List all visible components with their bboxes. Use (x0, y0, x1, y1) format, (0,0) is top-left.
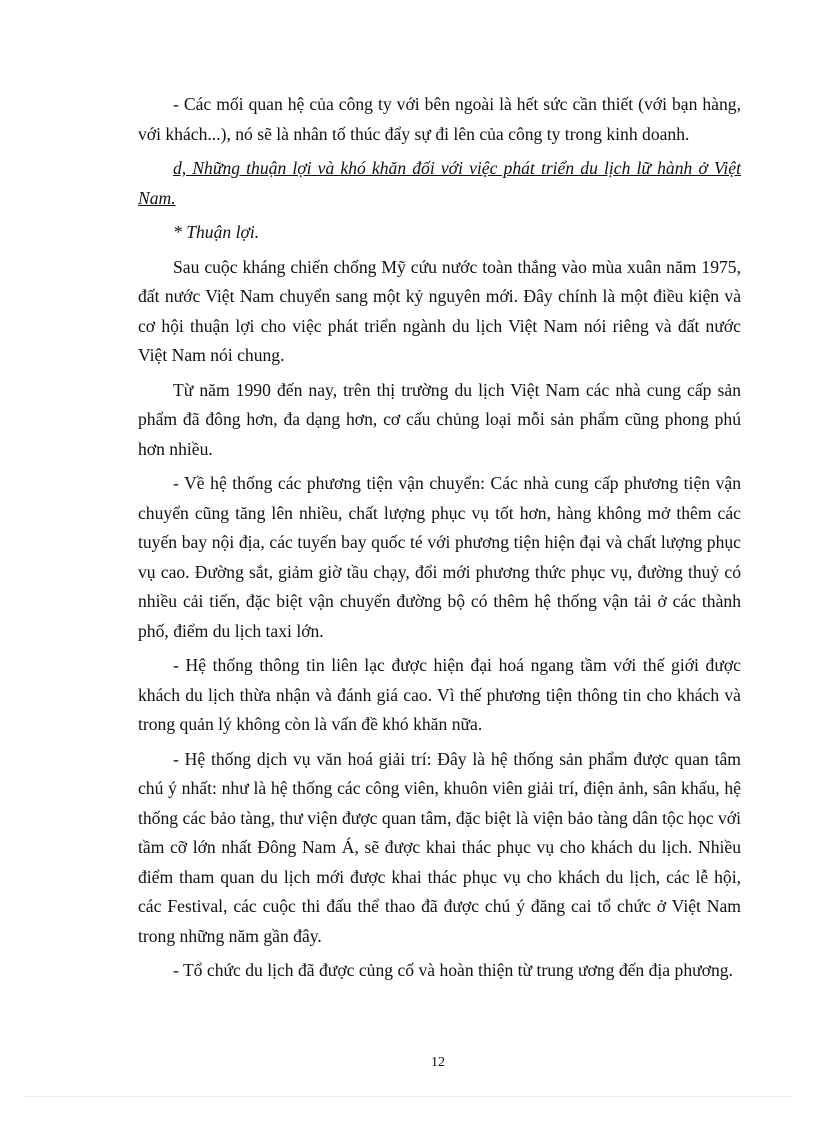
page-number: 12 (431, 1055, 445, 1070)
paragraph-entertainment: - Hệ thống dịch vụ văn hoá giải trí: Đây là hệ thống sản phẩm được quan tâm chú ý nhất: như là hệ thống các công viên, khuôn viên giải trí, điện ảnh, sân khấu, hệ thống các bảo tàng, thư viện được quan tâm, đặc biệt là viện bảo tàng dân tộc học với tầm cỡ lớn nhất Đông Nam Á, sẽ được khai thác phục vụ cho khách du lịch. Nhiều điểm tham quan du lịch mới được khai thác phục vụ cho khách du lịch, các lễ hội, các Festival, các cuộc thi đấu thể thao đã được chú ý đăng cai tổ chức ở Việt Nam trong những năm gần đây. (138, 748, 741, 946)
paragraph-communication: - Hệ thống thông tin liên lạc được hiện đại hoá ngang tầm với thế giới được khách du lịch thừa nhận và đánh giá cao. Vì thế phương tiện thông tin cho khách và trong quản lý không còn là vấn đề khó khăn nữa. (138, 655, 741, 734)
document-body (138, 90, 741, 991)
paragraph-post-war: Sau cuộc kháng chiến chống Mỹ cứu nước toàn thắng vào mùa xuân năm 1975, đất nước Việt Nam chuyển sang một kỷ nguyên mới. Đây chính là một điều kiện và cơ hội thuận lợi cho việc phát triển ngành du lịch Việt Nam nói riêng và đất nước Việt Nam nói chung. (138, 256, 741, 365)
paragraph-external-relations: - Các mối quan hệ của công ty với bên ngoài là hết sức cần thiết (với bạn hàng, với khách...), nó sẽ là nhân tố thúc đẩy sự đi lên của công ty trong kinh doanh. (138, 94, 741, 144)
paragraph-transport: - Về hệ thống các phương tiện vận chuyển: Các nhà cung cấp phương tiện vận chuyển cũng tăng lên nhiều, chất lượng phục vụ tốt hơn, hàng không mở thêm các tuyến bay nội địa, các tuyến bay quốc té với phương tiện hiện đại và chất lượng phục vụ cao. Đường sắt, giảm giờ tầu chạy, đổi mới phương thức phục vụ, đường thuỷ có nhiều cải tiến, đặc biệt vận chuyển đường bộ có thêm hệ thống vận tải ở các thành phố, điểm du lịch taxi lớn. (138, 473, 741, 641)
page-bottom-divider (25, 1096, 791, 1097)
subheading-advantages: * Thuận lợi. (173, 222, 260, 242)
paragraph-organization: - Tổ chức du lịch đã được củng cố và hoàn thiện từ trung ương đến địa phương. (173, 960, 733, 980)
section-heading: d, Những thuận lợi và khó khăn đối với việc phát triển du lịch lữ hành ở Việt Nam. (138, 158, 741, 208)
paragraph-since-1990: Từ năm 1990 đến nay, trên thị trường du lịch Việt Nam các nhà cung cấp sản phẩm đã đông hơn, đa dạng hơn, cơ cấu chủng loại mỗi sản phẩm cũng phong phú hơn nhiều. (138, 379, 741, 459)
